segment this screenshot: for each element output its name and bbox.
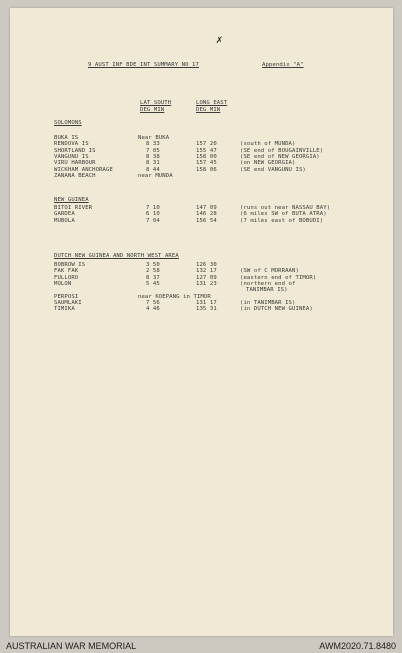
place-note: (runs out near NASSAU BAY)	[240, 205, 331, 211]
place-name: VANGUNU IS	[54, 153, 89, 160]
place-note: (SE end of BOUGAINVILLE)	[240, 147, 324, 154]
col-long-header: LONG EAST	[196, 100, 228, 106]
place-latitude: 8 31	[146, 160, 160, 167]
col-lat-units: DEG MIN	[140, 107, 165, 113]
col-long-units: DEG MIN	[196, 107, 221, 113]
place-note: (SE end of NEW GEORGIA)	[240, 153, 320, 160]
place-latitude: 4 46	[146, 306, 160, 313]
place-longitude: 156 54	[196, 217, 217, 224]
place-note: (SE end VANGUNU IS)	[240, 166, 306, 173]
place-longitude: 131 23	[196, 280, 217, 287]
place-latitude: 2 58	[146, 268, 160, 275]
place-note: (in TANIMBAR IS)	[240, 299, 296, 306]
place-name: FULLORO	[54, 274, 79, 281]
place-name: SHORTLAND IS	[54, 147, 96, 154]
place-name: ZANANA BEACH	[54, 172, 96, 179]
place-longitude: 126 30	[196, 262, 217, 268]
place-name: BITOI RIVER	[54, 205, 93, 211]
section-heading: DUTCH NEW GUINEA AND NORTH WEST AREA	[54, 253, 179, 259]
place-longitude: 158 00	[196, 153, 217, 160]
document-title: 9 AUST INF BDE INT SUMMARY NO 17	[88, 62, 199, 68]
place-longitude: 157 45	[196, 160, 217, 167]
place-latitude: 7 10	[146, 205, 160, 211]
place-name: FAK FAK	[54, 268, 79, 275]
footer-accession: AWM2020.71.8480	[319, 641, 396, 651]
pencil-mark: ✗	[216, 33, 223, 46]
place-longitude: 131 17	[196, 299, 217, 306]
place-latitude: 5 45	[146, 280, 160, 287]
place-longitude: 127 09	[196, 274, 217, 281]
place-longitude: 158 06	[196, 166, 217, 173]
place-latitude: 8 33	[146, 141, 160, 148]
place-latitude: 8 38	[146, 153, 160, 160]
place-latitude: 6 10	[146, 211, 160, 218]
appendix-label: Appendix "A"	[262, 62, 304, 68]
place-note: (northern end of	[240, 280, 296, 287]
place-longitude: 155 47	[196, 147, 217, 154]
section-heading: SOLOMONS	[54, 120, 82, 126]
place-longitude: 135 31	[196, 306, 217, 313]
place-latitude: Near BUKA	[138, 135, 170, 141]
place-latitude: 7 05	[146, 147, 160, 154]
place-name: MOLON	[54, 280, 72, 287]
place-latitude: near MUNDA	[138, 172, 173, 179]
place-name: WICKHAM ANCHORAGE	[54, 166, 113, 173]
place-longitude: 157 20	[196, 141, 217, 148]
place-name: VIRU HARBOUR	[54, 160, 96, 167]
place-name: PERPOSI	[54, 293, 79, 300]
place-note-continued: TANIMBAR IS)	[246, 287, 288, 294]
place-name: RENDOVA IS	[54, 141, 89, 148]
place-name: GARDEA	[54, 211, 75, 218]
place-note: (7 miles east of BOBUDI)	[240, 217, 324, 224]
place-note: (eastern end of TIMOR)	[240, 274, 317, 281]
place-latitude: 7 56	[146, 299, 160, 306]
place-name: BUKA IS	[54, 135, 79, 141]
place-name: SAUMLAKI	[54, 299, 82, 306]
place-note: (6 miles SW of BUTA ATRA)	[240, 211, 327, 218]
place-name: BOBROW IS	[54, 262, 86, 268]
place-longitude: 132 17	[196, 268, 217, 275]
place-latitude: 8 44	[146, 166, 160, 173]
section-heading: NEW GUINEA	[54, 197, 89, 203]
col-lat-header: LAT SOUTH	[140, 100, 172, 106]
place-note: (on NEW GEORGIA)	[240, 160, 296, 167]
place-name: MUBOLA	[54, 217, 75, 224]
place-longitude: 146 28	[196, 211, 217, 218]
place-latitude: 8 37	[146, 274, 160, 281]
place-latitude: near KOEPANG in TIMOR	[138, 293, 211, 300]
place-longitude: 147 09	[196, 205, 217, 211]
place-note: (south of MUNDA)	[240, 141, 296, 148]
place-latitude: 3 50	[146, 262, 160, 268]
place-latitude: 7 04	[146, 217, 160, 224]
footer-source: AUSTRALIAN WAR MEMORIAL	[6, 641, 137, 651]
place-note: (SW of C MORRAAN)	[240, 268, 299, 275]
place-note: (in DUTCH NEW GUINEA)	[240, 306, 313, 313]
place-name: TIMIKA	[54, 306, 75, 313]
